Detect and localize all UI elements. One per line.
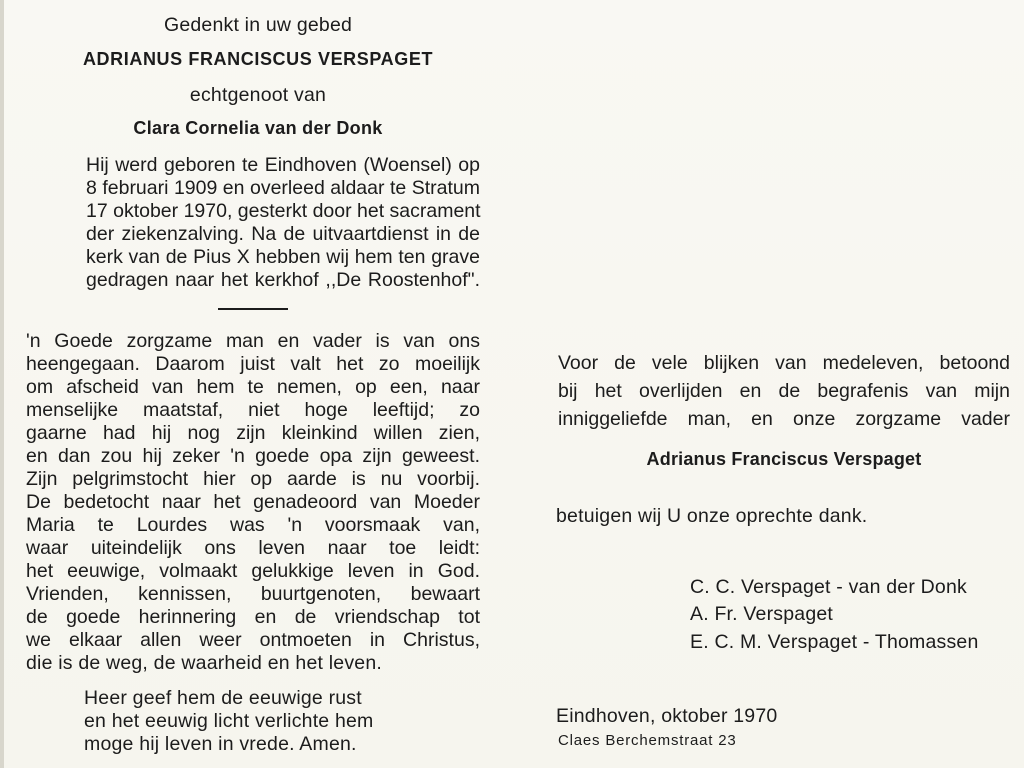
deceased-name-right: Adrianus Franciscus Verspaget bbox=[646, 449, 922, 469]
tribute-line: Vrienden, kennissen, buurtgenoten, bewaart bbox=[26, 583, 480, 605]
separator-rule bbox=[218, 308, 288, 310]
tribute-line: menselijke maatstaf, niet hoge leeftijd; zo bbox=[26, 399, 480, 421]
closing-text: betuigen wij U onze oprechte dank. bbox=[556, 505, 868, 527]
tribute-line: om afscheid van hem te nemen, op een, naar bbox=[26, 376, 480, 398]
tribute-line: waar uiteindelijk ons leven naar toe leidt: bbox=[26, 537, 480, 559]
signatory: C. C. Verspaget - van der Donk bbox=[690, 576, 967, 598]
thanks-line: bij het overlijden en de begrafenis van mijn bbox=[558, 380, 1010, 402]
tribute-line: die is de weg, de waarheid en het leven. bbox=[26, 652, 382, 674]
bio-line: kerk van de Pius X hebben wij hem ten grave bbox=[86, 246, 480, 268]
tribute-line: 'n Goede zorgzame man en vader is van ons bbox=[26, 330, 480, 352]
deceased-name: ADRIANUS FRANCISCUS VERSPAGET bbox=[82, 49, 434, 69]
tribute-line: we elkaar allen weer ontmoeten in Christus, bbox=[26, 629, 480, 651]
prayer-line: en het eeuwig licht verlichte hem bbox=[84, 710, 374, 732]
tribute-line: gaarne had hij nog zijn kleinkind willen zien, bbox=[26, 422, 480, 444]
tribute-line: Maria te Lourdes was 'n voorsmaak van, bbox=[26, 514, 480, 536]
spouse-name: Clara Cornelia van der Donk bbox=[133, 118, 383, 138]
thanks-line: inniggeliefde man, en onze zorgzame vader bbox=[558, 408, 1010, 430]
address: Claes Berchemstraat 23 bbox=[558, 732, 737, 749]
bio-line: der ziekenzalving. Na de uitvaartdienst in de bbox=[86, 223, 480, 245]
tribute-line: de goede herinnering en de vriendschap tot bbox=[26, 606, 480, 628]
bio-line: Hij werd geboren te Eindhoven (Woensel) op bbox=[86, 154, 480, 176]
thanks-line: Voor de vele blijken van medeleven, betoond bbox=[558, 352, 1010, 374]
tribute-line: De bedetocht naar het genadeoord van Moeder bbox=[26, 491, 480, 513]
tribute-line: en dan zou hij zeker 'n goede opa zijn geweest. bbox=[26, 445, 480, 467]
signatory: A. Fr. Verspaget bbox=[690, 603, 834, 625]
bio-line: 17 oktober 1970, gesterkt door het sacrament bbox=[86, 200, 481, 222]
prayer-line: Heer geef hem de eeuwige rust bbox=[84, 687, 362, 709]
bio-line: 8 februari 1909 en overleed aldaar te Stratum bbox=[86, 177, 480, 199]
spouse-intro: echtgenoot van bbox=[189, 84, 327, 106]
intro-text: Gedenkt in uw gebed bbox=[163, 14, 353, 36]
tribute-line: Zijn pelgrimstocht hier op aarde is nu voorbij. bbox=[26, 468, 480, 490]
tribute-line: het eeuwige, volmaakt gelukkige leven in God. bbox=[26, 560, 480, 582]
tribute-line: heengegaan. Daarom juist valt het zo moeilijk bbox=[26, 353, 480, 375]
signatory: E. C. M. Verspaget - Thomassen bbox=[690, 631, 979, 653]
bio-line: gedragen naar het kerkhof ,,De Roostenhof". bbox=[86, 269, 480, 291]
place-date: Eindhoven, oktober 1970 bbox=[556, 705, 778, 727]
card-edge bbox=[0, 0, 4, 768]
prayer-line: moge hij leven in vrede. Amen. bbox=[84, 733, 357, 755]
